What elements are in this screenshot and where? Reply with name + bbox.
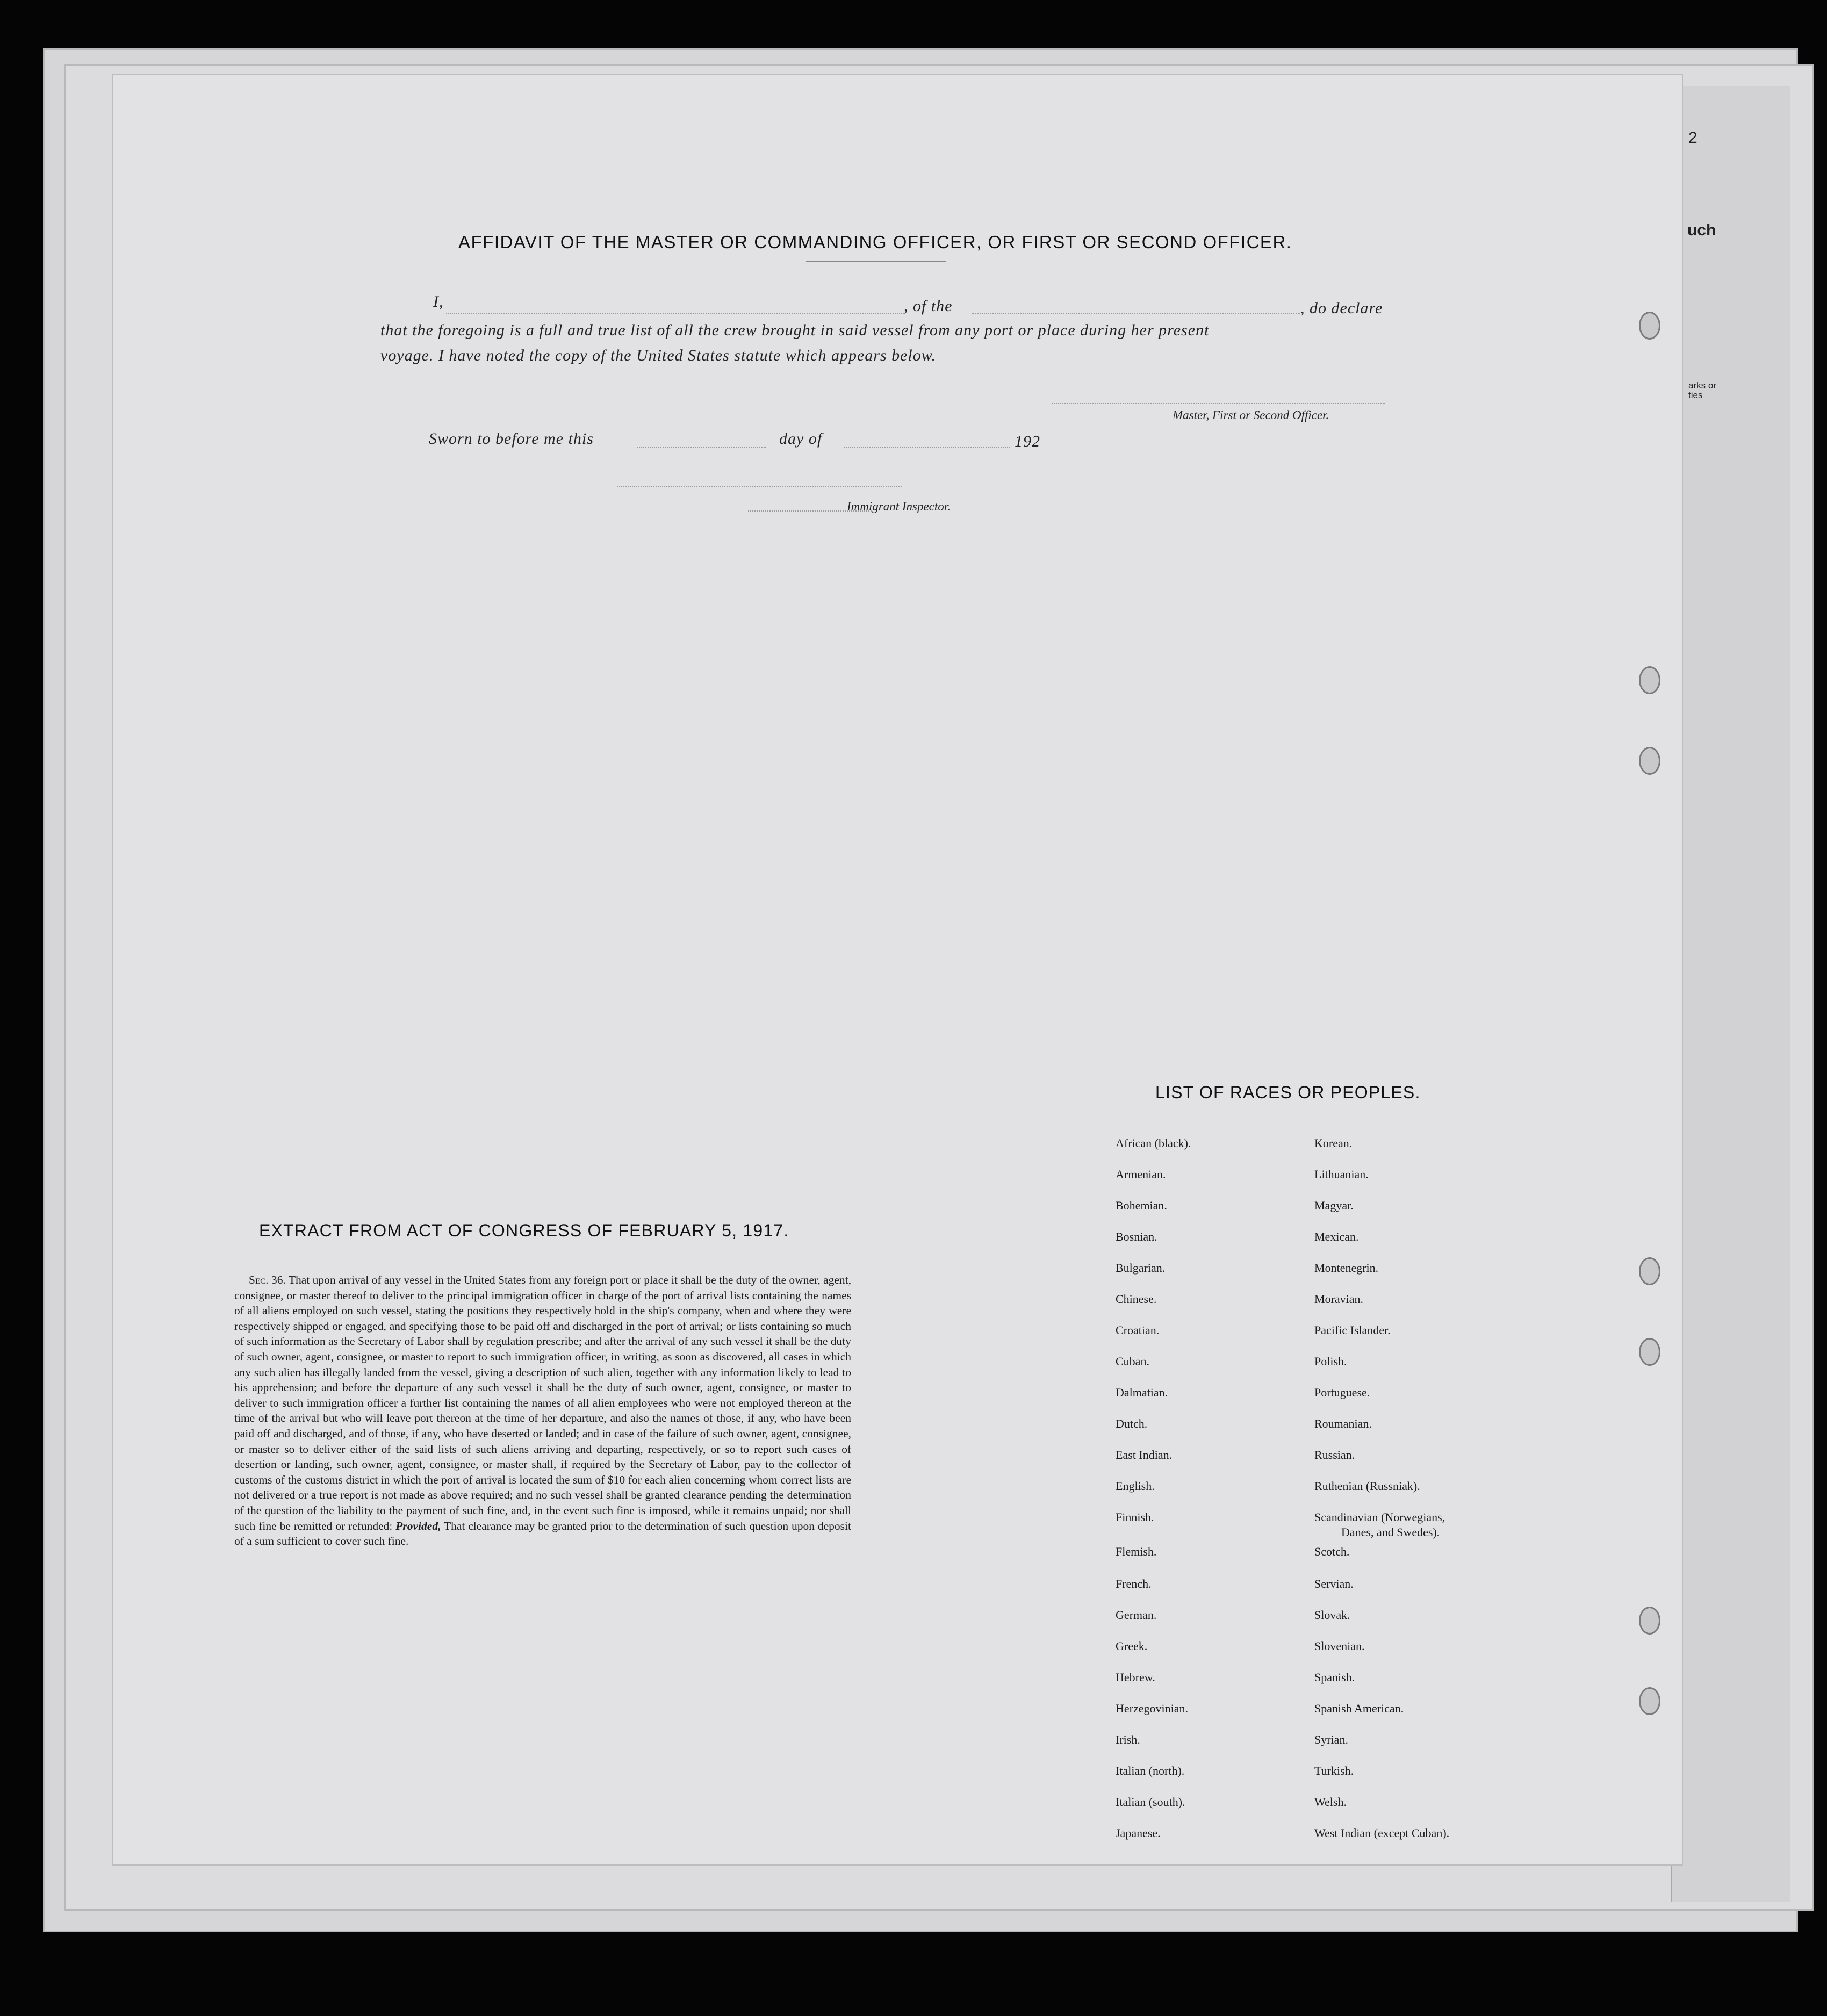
race-item: Croatian. (1116, 1323, 1160, 1337)
punch-hole (1639, 312, 1660, 340)
day-blank (637, 447, 766, 448)
race-item: Turkish. (1314, 1764, 1354, 1777)
race-item: Montenegrin. (1314, 1261, 1379, 1275)
statute-proviso: That clearance may be granted prior to the determination of such question upon deposit of a sum sufficient to cover such fine. (234, 1519, 851, 1548)
punch-hole (1639, 1607, 1660, 1635)
race-item: Dalmatian. (1116, 1386, 1168, 1399)
extract-title: EXTRACT FROM ACT OF CONGRESS OF FEBRUARY 5, 1917. (259, 1221, 789, 1240)
underlying-page-edge (1671, 86, 1790, 1902)
month-blank (844, 447, 1010, 448)
races-title: LIST OF RACES OR PEOPLES. (1155, 1083, 1421, 1102)
race-item: Portuguese. (1314, 1386, 1370, 1399)
punch-hole (1639, 1687, 1660, 1715)
race-item: Welsh. (1314, 1795, 1347, 1809)
race-item: Japanese. (1116, 1826, 1161, 1840)
inspector-caption: Immigrant Inspector. (847, 500, 951, 513)
race-item: Cuban. (1116, 1355, 1149, 1368)
affidavit-statement: that the foregoing is a full and true list of all the crew brought in said vessel from any port or place during her present (380, 321, 1210, 339)
affidavit-of-the: , of the (904, 297, 953, 315)
race-item: Roumanian. (1314, 1417, 1372, 1430)
race-item: German. (1116, 1608, 1157, 1622)
race-item: Mexican. (1314, 1230, 1359, 1243)
race-item: East Indian. (1116, 1448, 1173, 1461)
race-item: Flemish. (1116, 1545, 1157, 1558)
page-number: 2 (1688, 129, 1697, 147)
affidavit-statement-2: voyage. I have noted the copy of the United States statute which appears below. (380, 347, 937, 364)
race-item: Pacific Islander. (1314, 1323, 1391, 1337)
margin-fragment: uch (1687, 221, 1716, 239)
inspector-signature-line (617, 486, 902, 487)
punch-hole (1639, 1338, 1660, 1366)
statute-provided: Provided, (395, 1519, 441, 1532)
race-item: Slovenian. (1314, 1639, 1365, 1653)
sworn-text: Sworn to before me this (429, 430, 594, 448)
affidavit-i: I, (433, 293, 444, 311)
race-item: Finnish. (1116, 1510, 1154, 1524)
master-caption: Master, First or Second Officer. (1173, 408, 1329, 422)
race-item: Scandinavian (Norwegians, (1314, 1510, 1445, 1524)
race-item: Magyar. (1314, 1199, 1354, 1212)
race-item: Korean. (1314, 1136, 1353, 1150)
race-item: Lithuanian. (1314, 1168, 1369, 1181)
master-signature-line (1052, 403, 1385, 404)
race-item: English. (1116, 1479, 1155, 1493)
race-item: Scotch. (1314, 1545, 1350, 1558)
race-item: Spanish. (1314, 1671, 1355, 1684)
race-item: Bosnian. (1116, 1230, 1157, 1243)
races-left-column (1116, 1136, 1341, 1851)
margin-fragment: arks or (1688, 380, 1716, 391)
affidavit-do-declare: , do declare (1300, 299, 1383, 317)
day-of-text: day of (779, 430, 823, 448)
race-item: Dutch. (1116, 1417, 1148, 1430)
statute-section-label: Sec. 36. (249, 1273, 286, 1286)
race-item-continuation: Danes, and Swedes). (1341, 1525, 1440, 1539)
race-item: Bohemian. (1116, 1199, 1167, 1212)
race-item: Ruthenian (Russniak). (1314, 1479, 1420, 1493)
race-item: Greek. (1116, 1639, 1148, 1653)
race-item: Italian (south). (1116, 1795, 1185, 1809)
race-item: Irish. (1116, 1733, 1140, 1746)
margin-fragment: ties (1688, 390, 1703, 400)
punch-hole (1639, 747, 1660, 775)
race-item: Chinese. (1116, 1292, 1157, 1306)
race-item: Syrian. (1314, 1733, 1348, 1746)
title-rule (806, 261, 946, 262)
race-item: Servian. (1314, 1577, 1354, 1590)
races-right-column (1314, 1136, 1583, 1851)
race-item: Herzegovinian. (1116, 1702, 1188, 1715)
punch-hole (1639, 1257, 1660, 1285)
statute-body: That upon arrival of any vessel in the United States from any foreign port or place it shall be the duty of the owner, agent, consignee, or master thereof to deliver to the principal immigration officer in charge of the port of arrival lists containing the names of all aliens employed on such vessel, stating the positions they respectively hold in the ship's company, when and where they were respectively shipped or engaged, and specifying those to be paid off and discharged in the port of arrival; or lists containing so much of such information as the Secretary of Labor shall by regulation prescribe; and after the arrival of any such vessel it shall be the duty of such owner, agent, consignee, or master to report to such immigration officer, in writing, as soon as discovered, all cases in which any such alien has illegally landed from the vessel, giving a description of such alien, together with any information likely to lead to his apprehension; and before the departure of any such vessel it shall be the duty of such owner, agent, consignee, or master to deliver to such immigration officer a further list containing the names of all alien employees who were not employed thereon at the time of the arrival but who will leave port thereon at the time of her departure, and also the names of those, if any, who have been paid off and discharged, and of those, if any, who have deserted or landed; and in case of the failure of such owner, agent, consignee, or master so to deliver either of the said lists of such aliens arriving and departing, respectively, or so to report such cases of desertion or landing, such owner, agent, consignee, or master shall, if required by the Secretary of Labor, pay to the collector of customs of the customs district in which the port of arrival is located the sum of $10 for each alien concerning whom correct lists are not delivered or a true report is not made as above required; and no such vessel shall be granted clearance pending the determination of the question of the liability to the payment of such fine, and, in the event such fine is imposed, while it remains unpaid; nor shall such fine be remitted or refunded: (234, 1273, 852, 1532)
race-item: Hebrew. (1116, 1671, 1155, 1684)
race-item: Moravian. (1314, 1292, 1364, 1306)
affidavit-title: AFFIDAVIT OF THE MASTER OR COMMANDING OFFICER, OR FIRST OR SECOND OFFICER. (458, 232, 1292, 252)
race-item: West Indian (except Cuban). (1314, 1826, 1450, 1840)
race-item: African (black). (1116, 1136, 1191, 1150)
name-blank (446, 313, 904, 314)
race-item: Italian (north). (1116, 1764, 1185, 1777)
race-item: Russian. (1314, 1448, 1355, 1461)
race-item: Polish. (1314, 1355, 1347, 1368)
statute-text (234, 1272, 851, 1549)
punch-hole (1639, 666, 1660, 694)
race-item: Bulgarian. (1116, 1261, 1166, 1275)
race-item: Spanish American. (1314, 1702, 1404, 1715)
race-item: Slovak. (1314, 1608, 1350, 1622)
year-prefix: 192 (1015, 433, 1040, 450)
race-item: French. (1116, 1577, 1152, 1590)
vessel-blank (972, 313, 1300, 314)
race-item: Armenian. (1116, 1168, 1166, 1181)
